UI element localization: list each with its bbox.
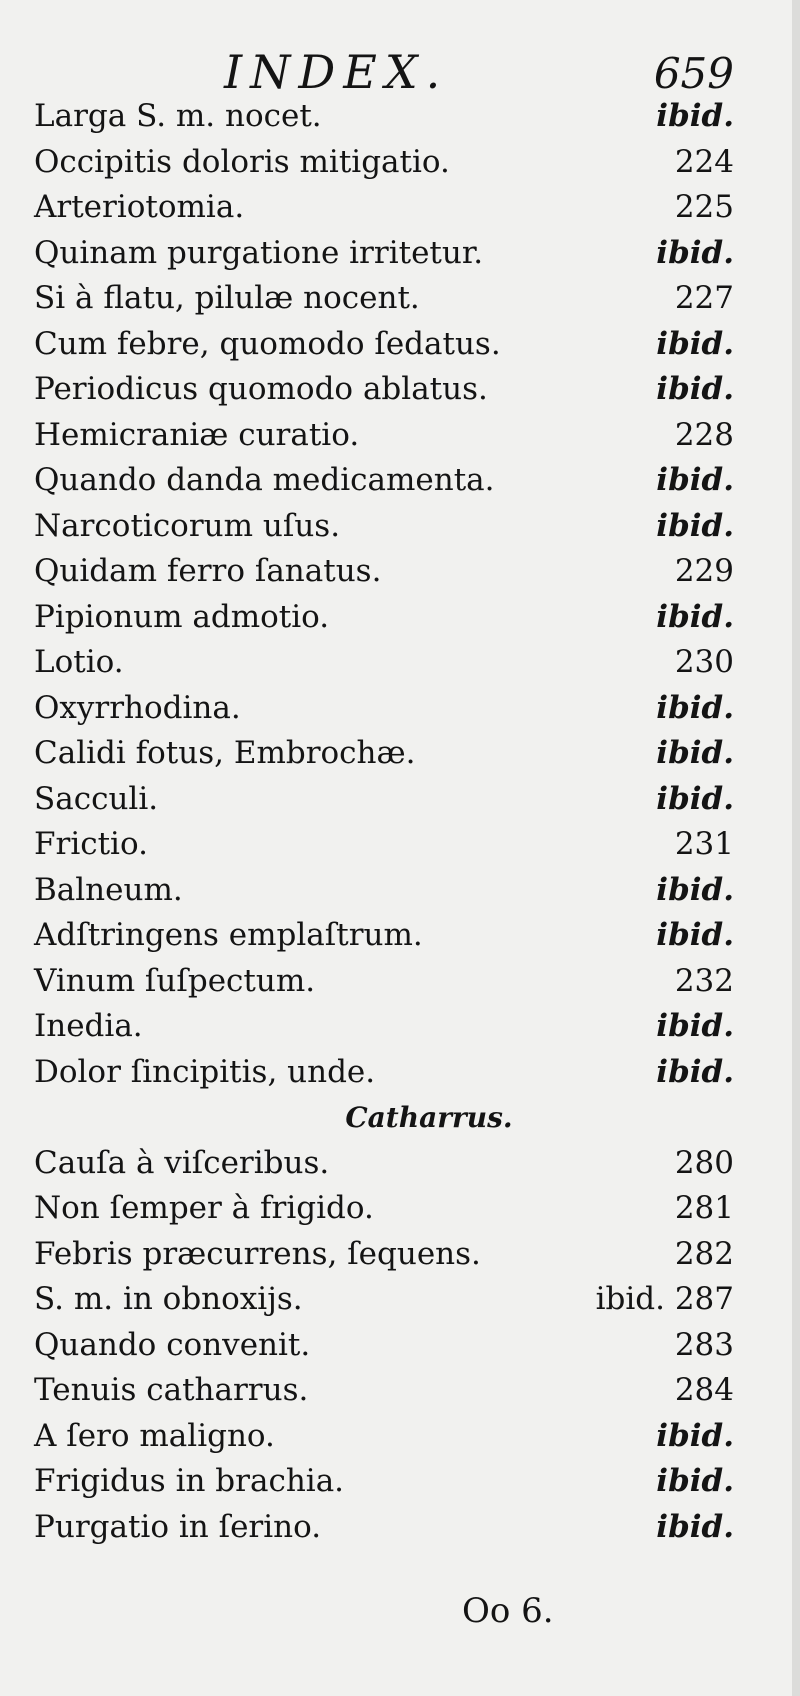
- entry-page-ref: ibid.: [656, 780, 734, 817]
- index-entry: [34, 94, 734, 140]
- entry-text: A ſero maligno.: [34, 1417, 275, 1454]
- entry-text: Frictio.: [34, 826, 148, 862]
- entry-page-ref: ibid.: [656, 507, 734, 544]
- entry-text: Periodicus quomodo ablatus.: [34, 371, 488, 407]
- entry-page-ref: 225: [674, 189, 734, 225]
- signature-mark: Oo 6.: [462, 1591, 554, 1631]
- index-entry: [34, 322, 734, 368]
- entry-text: Adſtringens emplaſtrum.: [34, 917, 423, 953]
- entry-page-ref: ibid.: [656, 98, 734, 134]
- entry-text: Quando convenit.: [34, 1326, 311, 1363]
- index-entry: [34, 1277, 734, 1323]
- entry-page-ref: ibid.: [656, 1417, 734, 1454]
- entry-text: Narcoticorum uſus.: [34, 507, 341, 544]
- index-entry: [34, 504, 734, 550]
- entry-text: Larga S. m. nocet.: [34, 98, 322, 134]
- entry-page-ref: ibid. 287: [595, 1281, 734, 1317]
- entry-page-ref: ibid.: [656, 1463, 734, 1499]
- entry-text: Sacculi.: [34, 780, 159, 817]
- index-entry: [34, 276, 734, 322]
- index-entry: [34, 1050, 734, 1096]
- entry-text: Frigidus in brachia.: [34, 1463, 345, 1499]
- entry-page-ref: ibid.: [656, 1008, 734, 1044]
- index-entry: [34, 1323, 734, 1369]
- entry-text: Calidi fotus, Embrochæ.: [34, 735, 416, 771]
- entry-text: Lotio.: [34, 644, 124, 680]
- index-entry: [34, 595, 734, 641]
- index-entry: [34, 868, 734, 914]
- page-footer: [34, 1586, 734, 1636]
- entry-page-ref: 281: [674, 1190, 734, 1226]
- index-entry: [34, 1505, 734, 1551]
- entry-page-ref: ibid.: [656, 1508, 734, 1545]
- index-entry: [34, 1141, 734, 1187]
- index-entry: [34, 1186, 734, 1232]
- entry-text: Cauſa à viſceribus.: [34, 1144, 330, 1181]
- index-entry: [34, 140, 734, 186]
- entry-text: Tenuis catharrus.: [34, 1372, 309, 1408]
- entry-page-ref: 280: [674, 1144, 734, 1181]
- entry-text: Purgatio in ſerino.: [34, 1508, 322, 1545]
- entry-page-ref: ibid.: [656, 735, 734, 771]
- entry-text: Hemicraniæ curatio.: [34, 416, 360, 453]
- entry-page-ref: 227: [674, 280, 734, 316]
- entry-page-ref: 282: [674, 1235, 734, 1272]
- index-entry: [34, 822, 734, 868]
- entry-text: S. m. in obnoxijs.: [34, 1281, 303, 1317]
- entry-page-ref: 283: [674, 1326, 734, 1363]
- entry-text: Vinum ſuſpectum.: [34, 962, 316, 999]
- entry-page-ref: ibid.: [656, 917, 734, 953]
- entry-text: Balneum.: [34, 871, 183, 908]
- entry-page-ref: ibid.: [656, 598, 734, 635]
- index-entry: [34, 1459, 734, 1505]
- index-entry: [34, 1232, 734, 1278]
- entry-page-ref: ibid.: [656, 325, 734, 362]
- index-entry: [34, 731, 734, 777]
- entry-page-ref: 230: [674, 644, 734, 680]
- index-entries: [34, 94, 734, 1550]
- entry-text: Quinam purgatione irritetur.: [34, 234, 484, 271]
- index-entry: [34, 231, 734, 277]
- index-entry: [34, 1004, 734, 1050]
- entry-text: Dolor ſincipitis, unde.: [34, 1053, 376, 1090]
- entry-page-ref: 224: [674, 143, 734, 180]
- entry-text: Quando danda medicamenta.: [34, 462, 495, 498]
- page-edge: [792, 0, 800, 1696]
- entry-page-ref: ibid.: [656, 234, 734, 271]
- entry-page-ref: 232: [674, 962, 734, 999]
- index-entry: [34, 959, 734, 1005]
- entry-page-ref: ibid.: [656, 871, 734, 908]
- index-entry: [34, 913, 734, 959]
- entry-page-ref: ibid.: [656, 1053, 734, 1090]
- entry-page-ref: 284: [674, 1372, 734, 1408]
- entry-text: Cum febre, quomodo ſedatus.: [34, 325, 501, 362]
- index-entry: [34, 185, 734, 231]
- entry-page-ref: ibid.: [656, 462, 734, 498]
- entry-text: Arteriotomia.: [34, 189, 245, 225]
- entry-page-ref: 231: [674, 826, 734, 862]
- index-entry: [34, 686, 734, 732]
- entry-text: Quidam ferro ſanatus.: [34, 553, 382, 589]
- page-number: 659: [653, 49, 734, 98]
- entry-page-ref: ibid.: [656, 371, 734, 407]
- entry-text: Si à flatu, pilulæ nocent.: [34, 280, 420, 316]
- entry-text: Inedia.: [34, 1008, 143, 1044]
- section-heading: Catharrus.: [345, 1101, 513, 1134]
- index-entry: [34, 367, 734, 413]
- index-entry: [34, 413, 734, 459]
- index-entry: [34, 777, 734, 823]
- entry-text: Oxyrrhodina.: [34, 689, 241, 726]
- index-entry: [34, 1414, 734, 1460]
- entry-page-ref: ibid.: [656, 689, 734, 726]
- index-entry: [34, 549, 734, 595]
- entry-text: Febris præcurrens, ſequens.: [34, 1235, 481, 1272]
- index-entry: [34, 640, 734, 686]
- index-title: INDEX.: [224, 45, 449, 99]
- entry-text: Pipionum admotio.: [34, 598, 330, 635]
- entry-page-ref: 228: [674, 416, 734, 453]
- index-entry: [34, 458, 734, 504]
- entry-text: Non ſemper à frigido.: [34, 1190, 374, 1226]
- entry-text: Occipitis doloris mitigatio.: [34, 143, 450, 180]
- page-header: [34, 42, 734, 102]
- entry-page-ref: 229: [674, 553, 734, 589]
- index-entry: [34, 1368, 734, 1414]
